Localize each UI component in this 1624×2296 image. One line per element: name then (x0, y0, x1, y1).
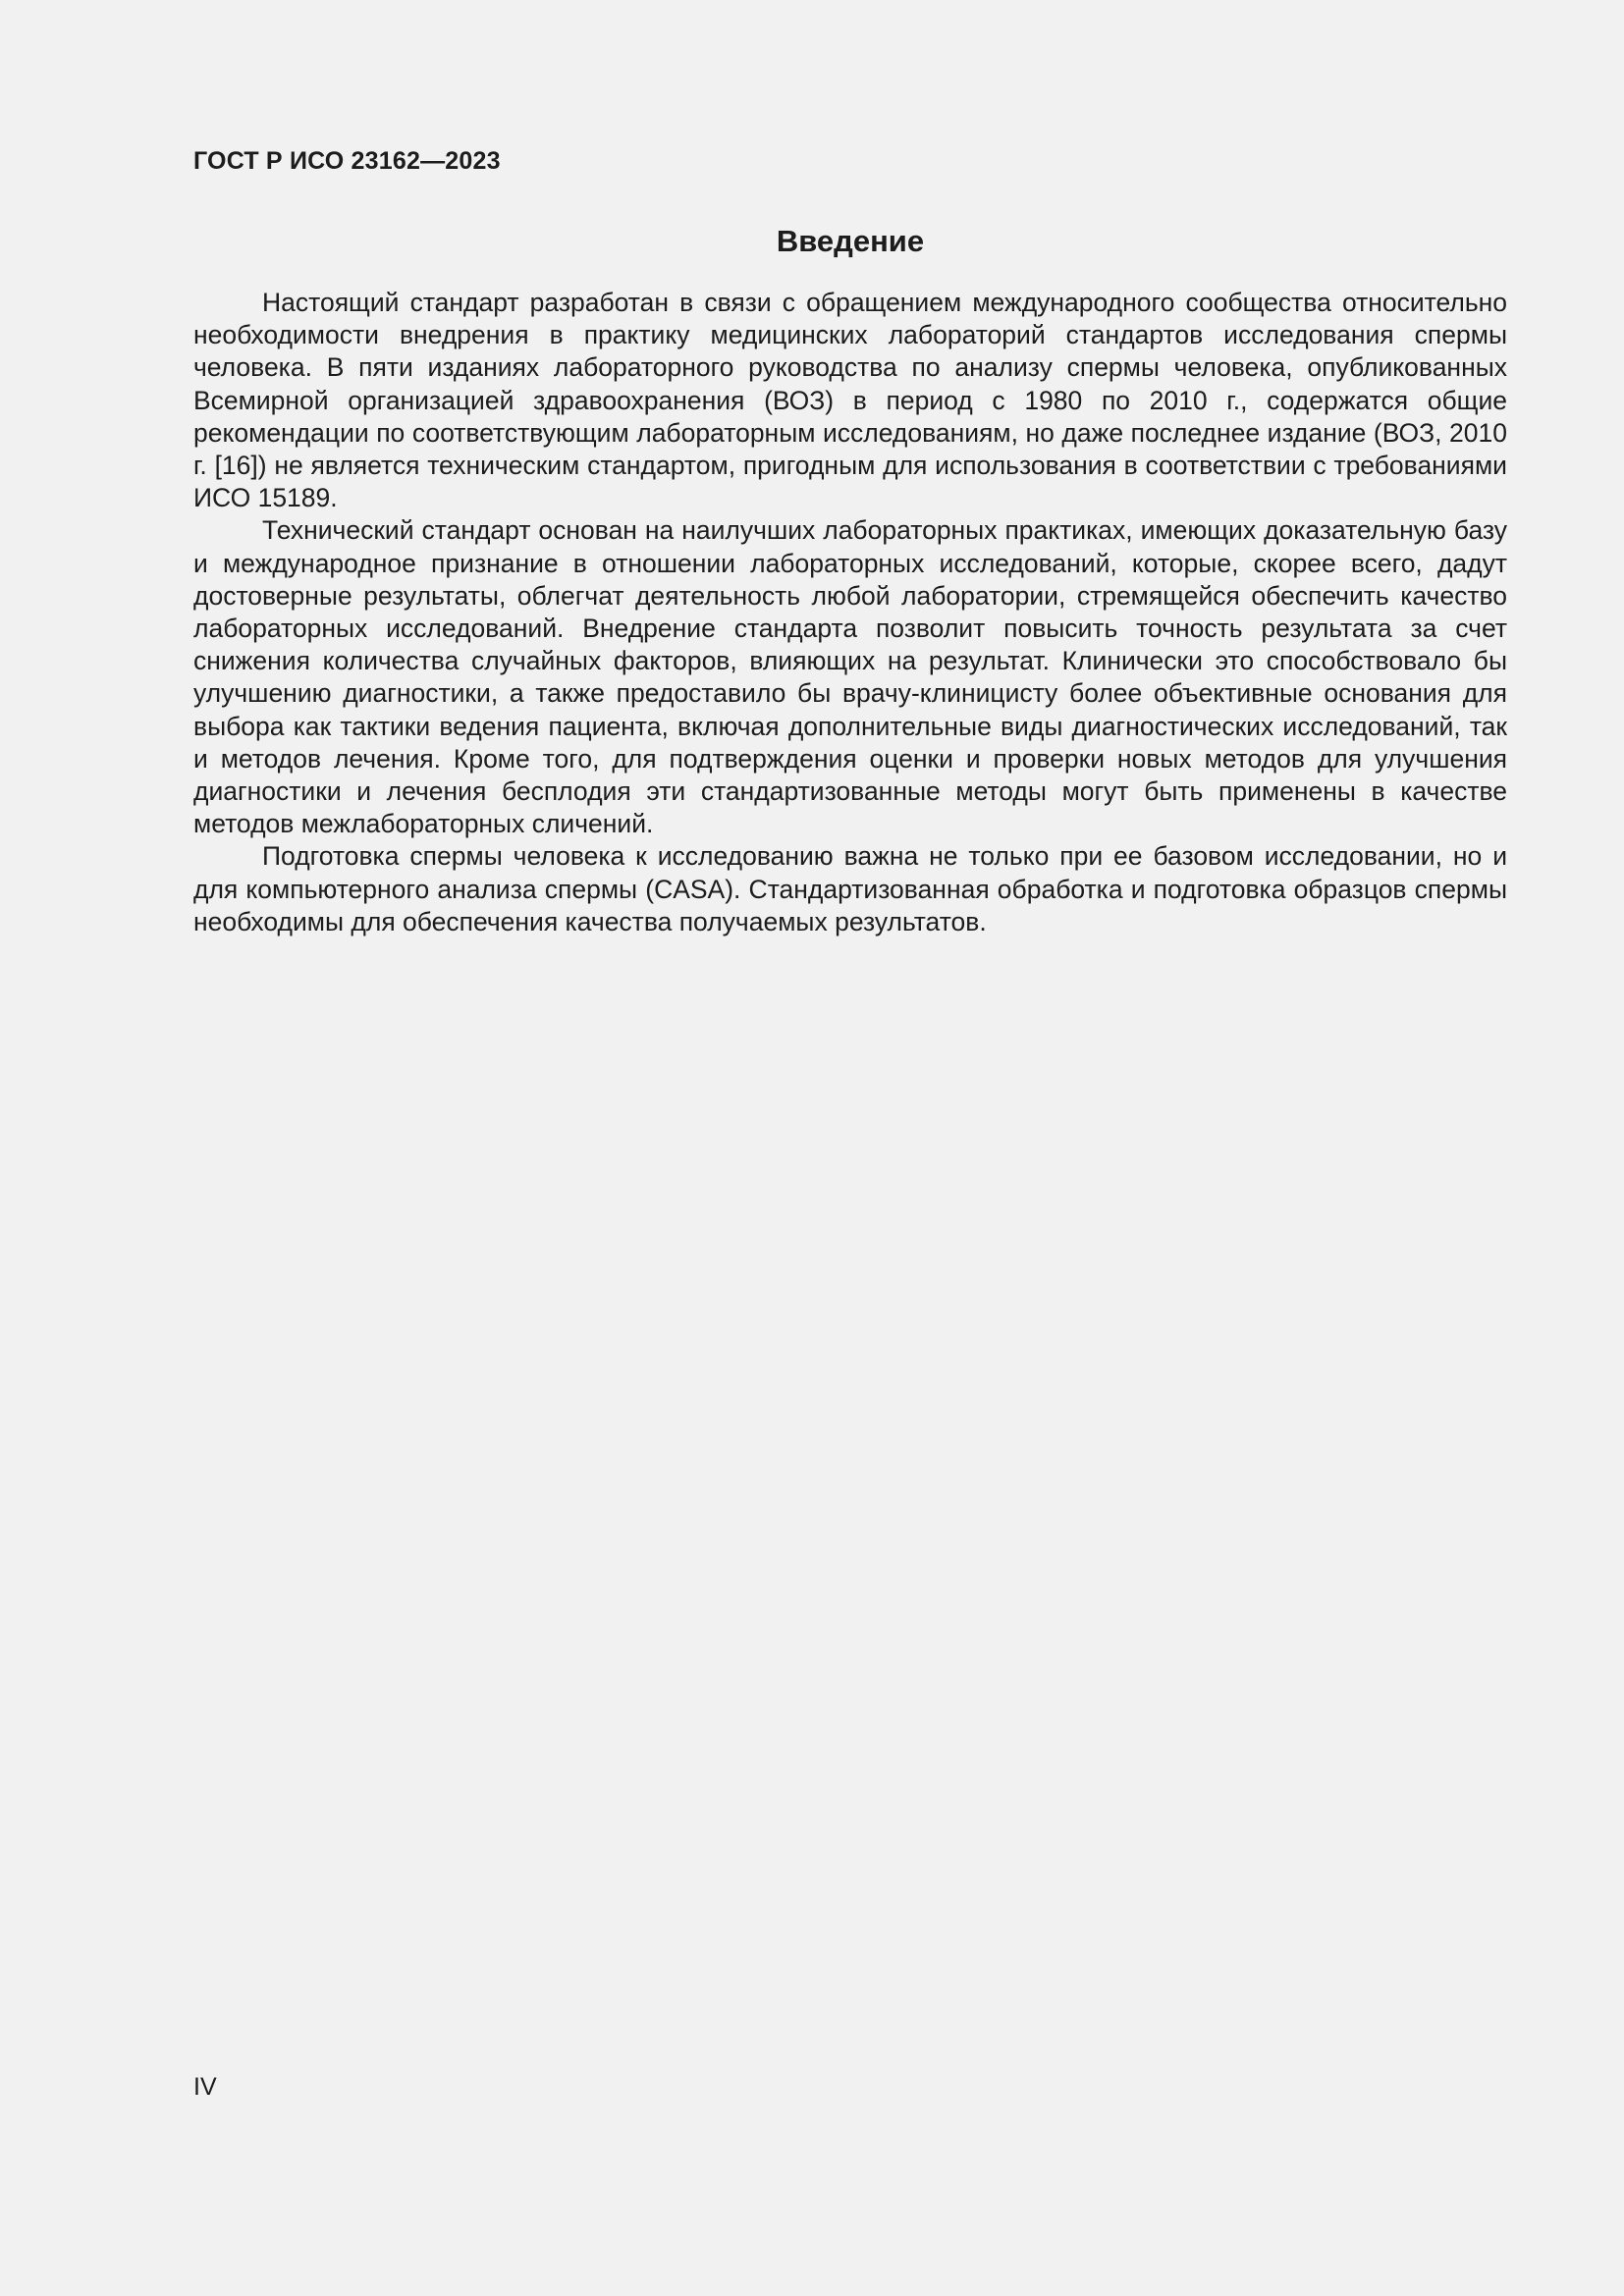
paragraph: Подготовка спермы человека к исследованию важна не только при ее базовом исследовании, но и для компьютерного анализа спермы (CASA). Стандартизованная обработка и подготовка образцов спермы необходимы для обеспечения качества получаемых результатов. (193, 841, 1507, 936)
page-number: IV (193, 2073, 217, 2101)
document-code-header: ГОСТ Р ИСО 23162—2023 (193, 147, 501, 175)
paragraph: Настоящий стандарт разработан в связи с обращением международного сообщества относительно необходимости внедрения в практику медицинских лабораторий стандартов исследования спермы человека. В пяти изданиях лабораторного руководства по анализу спермы человека, опубликованных Всемирной организацией здравоохранения (ВОЗ) в период с 1980 по 2010 г., содержатся общие рекомендации по соответствующим лабораторным исследованиям, но даже последнее издание (ВОЗ, 2010 г. [16]) не является техническим стандартом, пригодным для использования в соответствии с требованиями ИСО 15189. (193, 288, 1507, 513)
paragraph: Технический стандарт основан на наилучших лабораторных практиках, имеющих доказательную базу и международное признание в отношении лабораторных исследований, которые, скорее всего, дадут достоверные результаты, облегчат деятельность любой лаборатории, стремящейся обеспечить качество лабораторных исследований. Внедрение стандарта позволит повысить точность результата за счет снижения количества случайных факторов, влияющих на результат. Клинически это способствовало бы улучшению диагностики, а также предоставило бы врачу-клиницисту более объективные основания для выбора как тактики ведения пациента, включая дополнительные виды диагностических исследований, так и методов лечения. Кроме того, для подтверждения оценки и проверки новых методов для улучшения диагностики и лечения бесплодия эти стандартизованные методы могут быть применены в качестве методов межлабораторных сличений. (193, 515, 1507, 839)
section-body (193, 287, 1507, 938)
section-title: Введение (776, 224, 925, 258)
